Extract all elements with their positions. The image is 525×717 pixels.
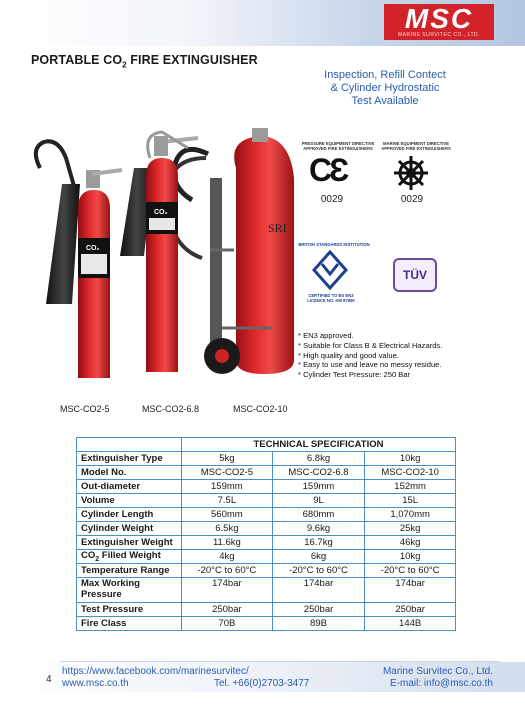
table-row: Cylinder Length 560mm 680mm 1,070mm [77, 508, 456, 522]
table-row: $CO_2$ Filled Weight 4kg 6kg 10kg [77, 550, 456, 564]
ce-mark-icon: CƐ [309, 152, 347, 188]
table-row: Cylinder Weight 6.5kg 9.6kg 25kg [77, 522, 456, 536]
logo-subtext: MARINE SURVITEC CO., LTD. [397, 32, 481, 38]
spec-table [76, 437, 456, 631]
svg-text:SRI: SRI [268, 221, 287, 235]
table-row: Temperature Range -20°C to 60°C -20°C to 60°C -20°C to 60°C [77, 564, 456, 578]
website-link[interactable]: www.msc.co.th [62, 678, 129, 689]
model-label-6-8: MSC-CO2-6.8 [142, 404, 200, 414]
bsi-subcaption: CERTIFIED TO BS EN3 LICENCE NO. KM 87650 [307, 293, 355, 303]
med-number: 0029 [400, 194, 424, 205]
table-row: Fire Class 70B 89B 144B [77, 617, 456, 631]
model-label-5: MSC-CO2-5 [60, 404, 110, 414]
ship-wheel-icon [393, 155, 429, 191]
table-row: Extinguisher Type 5kg 6.8kg 10kg [77, 452, 456, 466]
small-extinguisher [36, 141, 122, 378]
page-number: 4 [46, 674, 52, 685]
msc-logo [384, 4, 494, 40]
email-link[interactable]: E-mail: info@msc.co.th [390, 678, 493, 689]
logo-text: MSC [404, 3, 474, 34]
model-label-10: MSC-CO2-10 [233, 404, 288, 414]
phone-number: Tel. +66(0)2703-3477 [214, 678, 310, 689]
facebook-link[interactable]: https://www.facebook.com/marinesurvitec/ [62, 666, 249, 677]
table-row: Test Pressure 250bar 250bar 250bar [77, 603, 456, 617]
svg-text:CO₂: CO₂ [86, 245, 100, 252]
inspection-note: Inspection, Refill Contect & Cylinder Hydrostatic Test Available [324, 69, 446, 107]
ped-caption: PRESSURE EQUIPMENT DIRECTIVE APPROVED FIRE EXTINGUISHERS [301, 141, 375, 151]
company-name: Marine Survitec Co., Ltd. [382, 666, 493, 677]
med-caption: MARINE EQUIPMENT DIRECTIVE APPROVED FIRE EXTINGUISHERS [381, 141, 451, 151]
product-image [22, 128, 298, 384]
kitemark-icon [312, 250, 348, 290]
tuv-logo: TÜV [393, 258, 437, 292]
table-header: TECHNICAL SPECIFICATION [182, 438, 456, 452]
table-row: Volume 7.5L 9L 15L [77, 494, 456, 508]
table-header-row [77, 438, 456, 452]
svg-text:CO₂: CO₂ [154, 209, 168, 216]
bsi-caption: BRITISH STANDARDS INSTITUTION [298, 242, 370, 247]
feature-list: * EN3 approved. * Suitable for Class B & Electrical Hazards. * High quality and good value. * Easy to use and leave no messy residue. * Cylinder Test Pressure: 250 Bar [298, 331, 443, 380]
table-row: Max Working Pressure 174bar 174bar 174bar [77, 578, 456, 603]
table-row: Model No. MSC-CO2-5 MSC-CO2-6.8 MSC-CO2-10 [77, 466, 456, 480]
table-row: Out-diameter 159mm 159mm 152mm [77, 480, 456, 494]
medium-extinguisher [120, 132, 198, 372]
ped-number: 0029 [320, 194, 344, 205]
table-row: Extinguisher Weight 11.6kg 16.7kg 46kg [77, 536, 456, 550]
trolley-extinguisher [167, 128, 294, 374]
page-title: PORTABLE $CO_2$ FIRE EXTINGUISHER [31, 53, 258, 70]
footer-divider [60, 661, 500, 662]
